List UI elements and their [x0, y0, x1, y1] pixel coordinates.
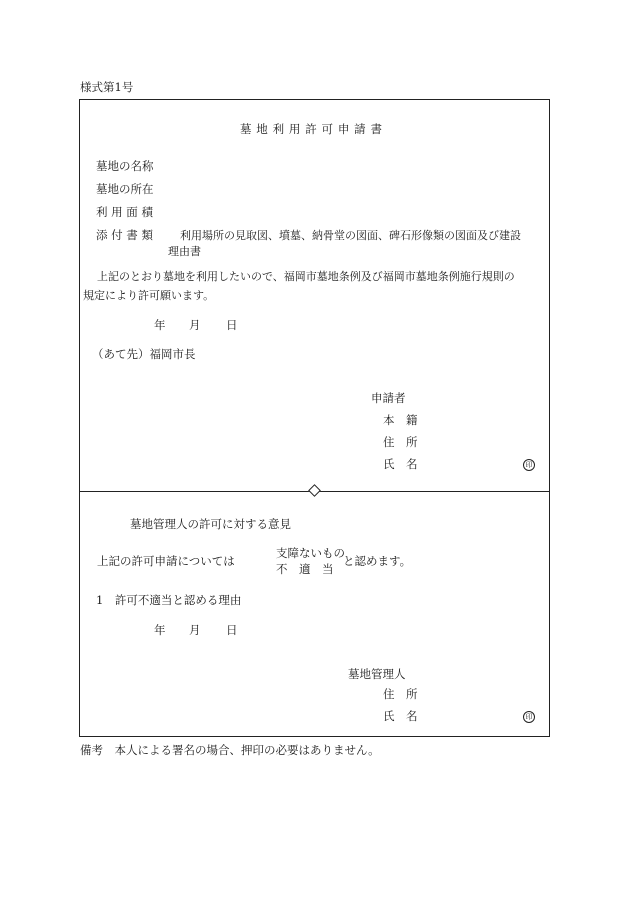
form-number: 様式第1号: [80, 80, 134, 94]
seal-icon: 印: [523, 459, 535, 471]
statement-line1: 上記のとおり墓地を利用したいので、福岡市墓地条例及び福岡市墓地条例施行規則の: [97, 270, 515, 283]
attachments-label: 添 付 書 類: [96, 228, 153, 242]
manager-address-label: 住 所: [383, 687, 418, 701]
form-title: 墓 地 利 用 許 可 申 請 書: [240, 122, 383, 136]
attachments-text-line2: 理由書: [168, 245, 201, 258]
date-day: 日: [226, 318, 238, 332]
opinion-date-month: 月: [189, 623, 201, 637]
usage-area-label: 利 用 面 積: [96, 205, 153, 219]
attachments-text-line1: 利用場所の見取図、墳墓、納骨堂の図面、碑石形像類の図面及び建設: [180, 229, 521, 242]
applicant-domicile-label: 本 籍: [383, 413, 418, 427]
grave-location-label: 墓地の所在: [96, 182, 154, 196]
opinion-option-acceptable: 支障ないもの: [276, 546, 345, 560]
statement-line2: 規定により許可願います。: [83, 289, 215, 302]
applicant-heading: 申請者: [371, 391, 406, 405]
opinion-date-day: 日: [226, 623, 238, 637]
grave-name-label: 墓地の名称: [96, 159, 154, 173]
opinion-reason: 1 許可不適当と認める理由: [96, 593, 242, 607]
applicant-seal-mark: [523, 456, 535, 471]
manager-heading: 墓地管理人: [348, 667, 406, 681]
date-month: 月: [189, 318, 201, 332]
opinion-date-year: 年: [154, 623, 166, 637]
date-year: 年: [154, 318, 166, 332]
applicant-name-label: 氏 名: [383, 457, 418, 471]
remarks-note: 備考 本人による署名の場合、押印の必要はありません。: [80, 743, 380, 757]
manager-name-label: 氏 名: [383, 709, 418, 723]
opinion-tail: と認めます。: [343, 554, 412, 568]
opinion-lead: 上記の許可申請については: [97, 554, 235, 568]
addressee: （あて先）福岡市長: [92, 347, 196, 361]
applicant-address-label: 住 所: [383, 435, 418, 449]
opinion-option-inappropriate: 不 適 当: [276, 562, 334, 576]
opinion-heading: 墓地管理人の許可に対する意見: [130, 517, 291, 531]
seal-icon: 印: [523, 711, 535, 723]
manager-seal-mark: [523, 708, 535, 723]
